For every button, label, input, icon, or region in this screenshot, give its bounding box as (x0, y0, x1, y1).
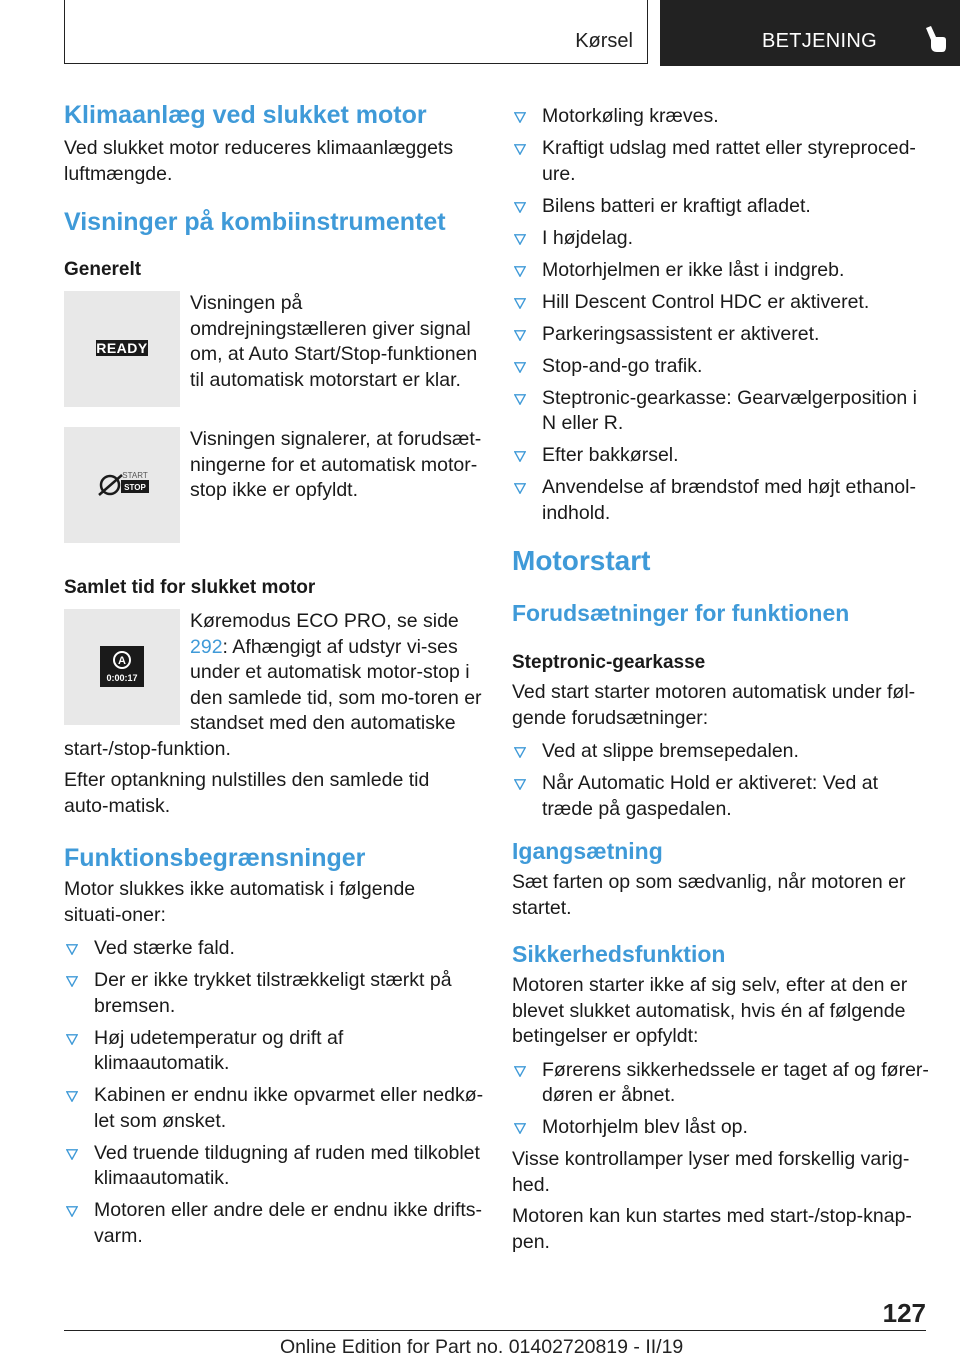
paragraph-samlet-part1: Køremodus ECO PRO, se side (190, 610, 459, 632)
list-item: Motorhjelm blev låst op. (512, 1115, 932, 1141)
paragraph-start-stop: Visningen signalerer, at forudsæt-ningerne for et automatisk motor-stop ikke er opfyldt. (190, 428, 482, 501)
pointing-hand-icon (922, 26, 948, 54)
footer-divider (64, 1330, 926, 1331)
heading-steptronic: Steptronic-gearkasse (512, 652, 706, 673)
heading-sikkerhedsfunktion: Sikkerhedsfunktion (512, 941, 726, 967)
triangle-bullet-icon (514, 362, 526, 373)
total-time-row (64, 609, 484, 762)
ready-label: READY (96, 340, 148, 356)
list-item: Der er ikke trykket tilstrækkeligt stærkt på bremsen. (64, 968, 484, 1019)
auto-start-stop-icon (100, 646, 144, 687)
list-begraensninger (64, 936, 484, 1249)
list-item: Bilens batteri er kraftigt afladet. (512, 194, 932, 220)
list-item: Kraftigt udslag med rattet eller styreproced-ure. (512, 136, 932, 187)
page-number: 127 (882, 1298, 926, 1328)
triangle-bullet-icon (514, 483, 526, 494)
triangle-bullet-icon (514, 330, 526, 341)
list-item: Motorkøling kræves. (512, 104, 932, 130)
triangle-bullet-icon (514, 1123, 526, 1134)
ready-indicator-row (64, 291, 484, 427)
triangle-bullet-icon (514, 394, 526, 405)
paragraph-kontrollamper: Visse kontrollamper lyser med forskellig varig-hed. (512, 1148, 910, 1196)
page-link-292[interactable]: 292 (190, 635, 223, 658)
paragraph-begraensninger: Motor slukkes ikke automatisk i følgende situati-oner: (64, 878, 416, 926)
list-item: Efter bakkørsel. (512, 443, 932, 469)
eco-display (100, 646, 144, 687)
list-sikkerhed (512, 1058, 932, 1141)
list-item: Steptronic-gearkasse: Gearvælgerposition i N eller R. (512, 386, 932, 437)
triangle-bullet-icon (66, 944, 78, 955)
list-item: Ved truende tildugning af ruden med tilkoblet klimaautomatik. (64, 1141, 484, 1192)
right-column (512, 104, 932, 1255)
total-time-value: 0:00:17 (106, 673, 138, 683)
left-column (64, 100, 484, 1256)
heading-samlet-tid: Samlet tid for slukket motor (64, 577, 316, 598)
list-item: Motoren eller andre dele er endnu ikke drifts-varm. (64, 1198, 484, 1249)
total-time-image (64, 609, 180, 725)
paragraph-sikkerhedsfunktion: Motoren starter ikke af sig selv, efter at den er blevet slukket automatisk, hvis én af følgende betingelser er opfyldt: (512, 974, 908, 1047)
paragraph-samlet-part2: : Afhængigt af udstyr vi-ses under et automatisk motor-stop i den samlede tid, som mo-toren er standset med den automatiske start-/stop-funktion. (64, 635, 482, 760)
section-tab (64, 0, 648, 64)
heading-forudsaetninger: Forudsætninger for funktionen (512, 600, 850, 626)
list-item: Ved stærke fald. (64, 936, 484, 962)
paragraph-ready: Visningen på omdrejningstælleren giver signal om, at Auto Start/Stop-funktionen til automatisk motorstart er klar. (190, 292, 478, 391)
triangle-bullet-icon (66, 976, 78, 987)
heading-visninger: Visninger på kombiinstrumentet (64, 208, 446, 236)
heading-igangsaetning: Igangsætning (512, 838, 663, 864)
paragraph-start-stop-knap: Motoren kan kun startes med start-/stop-knap-pen. (512, 1205, 912, 1253)
chapter-title: BETJENING (762, 30, 877, 52)
ready-indicator-image (64, 291, 180, 407)
list-item: Førerens sikkerhedssele er taget af og fører-døren er åbnet. (512, 1058, 932, 1109)
triangle-bullet-icon (66, 1206, 78, 1217)
triangle-bullet-icon (514, 451, 526, 462)
triangle-bullet-icon (514, 779, 526, 790)
triangle-bullet-icon (514, 298, 526, 309)
section-title: Kørsel (575, 30, 633, 52)
triangle-bullet-icon (514, 112, 526, 123)
list-item: Stop-and-go trafik. (512, 354, 932, 380)
heading-funktionsbegraensninger: Funktionsbegrænsninger (64, 844, 366, 872)
list-item: Hill Descent Control HDC er aktiveret. (512, 290, 932, 316)
list-item: Når Automatic Hold er aktiveret: Ved at træde på gaspedalen. (512, 771, 932, 822)
list-item: Parkeringsassistent er aktiveret. (512, 322, 932, 348)
triangle-bullet-icon (514, 266, 526, 277)
stop-text: STOP (124, 483, 146, 492)
triangle-bullet-icon (514, 202, 526, 213)
triangle-bullet-icon (514, 1066, 526, 1077)
list-item: Ved at slippe bremsepedalen. (512, 739, 932, 765)
triangle-bullet-icon (514, 234, 526, 245)
heading-klimaanlaeg: Klimaanlæg ved slukket motor (64, 101, 427, 129)
heading-generelt: Generelt (64, 259, 142, 280)
triangle-bullet-icon (514, 747, 526, 758)
triangle-bullet-icon (66, 1149, 78, 1160)
list-item: Høj udetemperatur og drift af klimaautomatik. (64, 1026, 484, 1077)
page-header (0, 0, 960, 66)
paragraph-klimaanlaeg: Ved slukket motor reduceres klimaanlæggets luftmængde. (64, 137, 454, 185)
list-item: Kabinen er endnu ikke opvarmet eller nedkø-let som ønsket. (64, 1083, 484, 1134)
heading-motorstart: Motorstart (512, 545, 651, 576)
list-steptronic (512, 739, 932, 822)
start-text: START (122, 471, 148, 480)
svg-text:A: A (118, 655, 126, 667)
triangle-bullet-icon (514, 144, 526, 155)
start-stop-crossed-image (64, 427, 180, 543)
list-item: Anvendelse af brændstof med højt ethanol-indhold. (512, 475, 932, 526)
paragraph-igangsaetning: Sæt farten op som sædvanlig, når motoren er startet. (512, 871, 906, 919)
triangle-bullet-icon (66, 1091, 78, 1102)
footer-edition: Online Edition for Part no. 01402720819 - II/19 (280, 1336, 684, 1358)
start-stop-indicator-row (64, 427, 484, 563)
list-item: I højdelag. (512, 226, 932, 252)
chapter-tab (660, 0, 960, 66)
paragraph-efter-optankning: Efter optankning nulstilles den samlede tid auto-matisk. (64, 769, 430, 817)
list-item: Motorhjelmen er ikke låst i indgreb. (512, 258, 932, 284)
triangle-bullet-icon (66, 1034, 78, 1045)
paragraph-steptronic: Ved start starter motoren automatisk under føl-gende forudsætninger: (512, 681, 916, 729)
start-stop-crossed-icon (64, 427, 180, 543)
list-begraensninger-continued (512, 104, 932, 526)
